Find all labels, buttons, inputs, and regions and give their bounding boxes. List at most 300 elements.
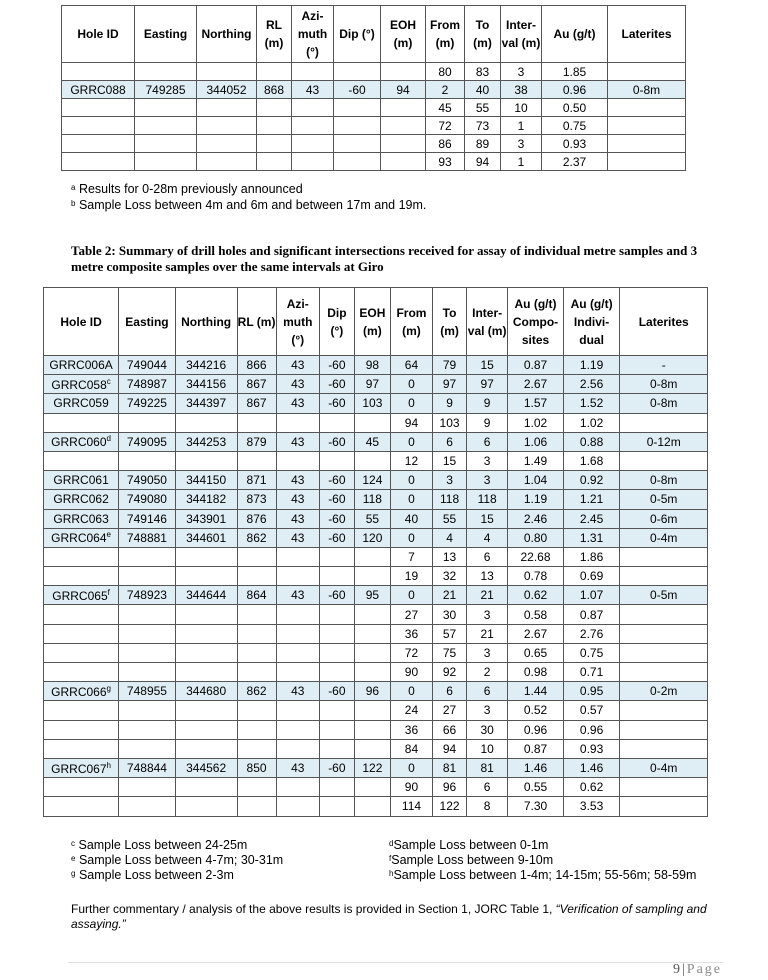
table-cell: 0.55 — [508, 778, 564, 797]
table-cell — [319, 451, 354, 470]
table-cell: 1.04 — [508, 471, 564, 490]
table-cell: 10 — [501, 99, 542, 117]
table-cell — [119, 624, 176, 643]
table-cell: 64 — [390, 356, 432, 375]
table-cell — [257, 135, 292, 153]
table-cell — [334, 99, 381, 117]
table-cell: 344216 — [175, 356, 237, 375]
table-cell: 118 — [354, 490, 390, 509]
table-cell: 43 — [276, 528, 319, 547]
table-cell: 1.07 — [563, 586, 620, 605]
table-cell — [334, 153, 381, 171]
table-cell: 43 — [276, 375, 319, 394]
table-cell — [292, 63, 334, 81]
table-cell — [197, 153, 257, 171]
table-cell: 344150 — [175, 471, 237, 490]
table-cell: 0 — [390, 432, 432, 451]
table-cell — [135, 63, 197, 81]
table-cell — [237, 624, 276, 643]
footnote-marker: f — [107, 587, 110, 597]
table-cell — [175, 643, 237, 662]
table-cell — [319, 778, 354, 797]
table-cell: -60 — [319, 356, 354, 375]
table2-note-e: $^e$ Sample Loss between 4-7m; 30-31m — [71, 853, 284, 867]
hole-id-cell — [44, 547, 119, 566]
table1 — [61, 5, 686, 171]
table-cell: 43 — [276, 394, 319, 413]
table-cell: 93 — [426, 153, 465, 171]
table-cell: 0-6m — [620, 509, 708, 528]
table-cell: 0.69 — [563, 567, 620, 586]
table-cell: 344052 — [197, 81, 257, 99]
table-cell — [620, 701, 708, 720]
table-cell — [62, 99, 135, 117]
table-cell: 45 — [354, 432, 390, 451]
table-cell: 3 — [467, 605, 508, 624]
table-cell: 1.31 — [563, 528, 620, 547]
table-cell: 8 — [467, 797, 508, 816]
table-cell: 10 — [467, 739, 508, 758]
table-cell: 15 — [433, 451, 467, 470]
hole-id-cell — [44, 413, 119, 432]
table-cell: 344601 — [175, 528, 237, 547]
table-cell: 21 — [467, 586, 508, 605]
table-cell — [237, 739, 276, 758]
table-cell: 0.75 — [563, 643, 620, 662]
table-cell — [319, 701, 354, 720]
table2-note-c: $^c$ Sample Loss between 24-25m — [71, 838, 248, 852]
table-cell — [319, 643, 354, 662]
table-cell — [62, 63, 135, 81]
table-cell: 4 — [433, 528, 467, 547]
table-cell: 0.96 — [542, 81, 608, 99]
t1-h-au: Au (g/t) — [542, 6, 608, 63]
table-cell — [119, 663, 176, 682]
t2-h-interval: Inter-val (m) — [467, 288, 508, 356]
hole-id: GRRC060 — [51, 435, 107, 450]
table-cell: 1.19 — [508, 490, 564, 509]
table-cell — [276, 643, 319, 662]
table-cell — [237, 701, 276, 720]
t2-h-from: From (m) — [390, 288, 432, 356]
t1-h-to: To (m) — [465, 6, 501, 63]
table-cell: -60 — [319, 394, 354, 413]
table-cell: 38 — [501, 81, 542, 99]
table-cell — [276, 547, 319, 566]
table-cell — [354, 720, 390, 739]
table-cell: 0 — [390, 528, 432, 547]
hole-id: GRRC067 — [51, 761, 107, 776]
table-cell — [175, 605, 237, 624]
hole-id-cell — [44, 567, 119, 586]
table-cell — [620, 739, 708, 758]
table-row — [44, 394, 708, 413]
table-cell: 3 — [501, 63, 542, 81]
table-cell: 344644 — [175, 586, 237, 605]
table2-caption: Table 2: Summary of drill holes and significant intersections received for assay of individual metre samples and 3 metre composite samples over the same intervals at Giro — [71, 243, 698, 274]
table-cell: 0-8m — [608, 81, 686, 99]
table-cell — [276, 739, 319, 758]
table-cell: 6 — [467, 547, 508, 566]
table-row — [62, 117, 686, 135]
table-cell — [276, 567, 319, 586]
table-cell: 96 — [433, 778, 467, 797]
table-cell — [608, 99, 686, 117]
table-cell — [175, 778, 237, 797]
table-cell — [237, 663, 276, 682]
table-cell: 0.62 — [563, 778, 620, 797]
table-cell: 66 — [433, 720, 467, 739]
footnote-marker: h — [106, 760, 111, 770]
table-cell: 79 — [433, 356, 467, 375]
table-cell: 0 — [390, 490, 432, 509]
table1-header-row — [62, 6, 686, 63]
t1-h-dip: Dip (°) — [334, 6, 381, 63]
table-cell: 72 — [390, 643, 432, 662]
table2-note-h: $^h$Sample Loss between 1-4m; 14-15m; 55-56m; 58-59m — [389, 868, 697, 882]
table-cell: 7 — [390, 547, 432, 566]
table-cell: 0.50 — [542, 99, 608, 117]
table-cell: 0.80 — [508, 528, 564, 547]
table-cell: 32 — [433, 567, 467, 586]
table-cell — [354, 624, 390, 643]
table-cell — [276, 778, 319, 797]
table-row — [44, 778, 708, 797]
footnote-marker: e — [106, 530, 111, 540]
t1-h-rl: RL (m) — [257, 6, 292, 63]
table-cell — [62, 135, 135, 153]
hole-id-cell — [44, 586, 119, 605]
hole-id-cell — [44, 451, 119, 470]
table-cell: 1 — [501, 153, 542, 171]
table-cell: 97 — [354, 375, 390, 394]
table-cell — [135, 135, 197, 153]
table2-note-g: $^g$ Sample Loss between 2-3m — [71, 868, 234, 882]
table-cell: 3.53 — [563, 797, 620, 816]
table-cell: 1.44 — [508, 682, 564, 701]
table-cell — [175, 701, 237, 720]
table-cell: 0 — [390, 471, 432, 490]
table-cell — [381, 117, 426, 135]
table-cell: 2.76 — [563, 624, 620, 643]
table-cell: 344182 — [175, 490, 237, 509]
hole-id-cell — [44, 701, 119, 720]
table-row — [44, 528, 708, 547]
t2-h-to: To (m) — [433, 288, 467, 356]
table-cell — [175, 739, 237, 758]
table-cell — [354, 778, 390, 797]
table-row — [44, 663, 708, 682]
table-cell: 0 — [390, 375, 432, 394]
table-cell — [319, 720, 354, 739]
table-cell: 9 — [467, 413, 508, 432]
table-cell: 344680 — [175, 682, 237, 701]
further-commentary: Further commentary / analysis of the above results is provided in Section 1, JORC Table 1, “Verification of sampling and assaying.” — [71, 902, 707, 931]
table-cell: 6 — [467, 682, 508, 701]
table-cell: 749050 — [119, 471, 176, 490]
table-cell: 120 — [354, 528, 390, 547]
table-cell: -60 — [319, 471, 354, 490]
table-cell: 0-4m — [620, 528, 708, 547]
table2-header-row — [44, 288, 708, 356]
table-cell: 868 — [257, 81, 292, 99]
table-cell: -60 — [319, 682, 354, 701]
t1-h-interval: Inter-val (m) — [501, 6, 542, 63]
table-cell: 867 — [237, 375, 276, 394]
table-cell: 103 — [354, 394, 390, 413]
table-cell: 866 — [237, 356, 276, 375]
table-cell: -60 — [319, 586, 354, 605]
hole-id: GRRC061 — [53, 473, 109, 488]
table-cell — [620, 797, 708, 816]
table-cell: 94 — [381, 81, 426, 99]
hole-id-cell — [44, 356, 119, 375]
t1-h-eoh: EOH (m) — [381, 6, 426, 63]
table-cell: 1.68 — [563, 451, 620, 470]
table-cell — [62, 117, 135, 135]
table-row — [62, 63, 686, 81]
hole-id: GRRC059 — [53, 396, 109, 411]
table-cell: 95 — [354, 586, 390, 605]
table-cell: 22.68 — [508, 547, 564, 566]
table-cell: 0-2m — [620, 682, 708, 701]
table-cell — [334, 135, 381, 153]
table-cell: 2.67 — [508, 375, 564, 394]
table-cell: 867 — [237, 394, 276, 413]
t2-h-easting: Easting — [119, 288, 176, 356]
table-cell: 0.88 — [563, 432, 620, 451]
table-row — [44, 720, 708, 739]
table2 — [43, 287, 708, 817]
table-cell: 57 — [433, 624, 467, 643]
table-cell: 0.52 — [508, 701, 564, 720]
table-cell: 43 — [276, 490, 319, 509]
table-cell — [354, 701, 390, 720]
table-cell — [319, 739, 354, 758]
table-cell: 748987 — [119, 375, 176, 394]
table-cell: 36 — [390, 720, 432, 739]
hole-id-cell — [44, 797, 119, 816]
table-cell: 72 — [426, 117, 465, 135]
table-cell: 81 — [467, 758, 508, 777]
table-cell: 0-4m — [620, 758, 708, 777]
table-cell: 1.49 — [508, 451, 564, 470]
table-cell — [119, 413, 176, 432]
table-cell: 2.56 — [563, 375, 620, 394]
table-cell: 0-8m — [620, 375, 708, 394]
table-cell — [319, 547, 354, 566]
t1-h-azimuth: Azi-muth (°) — [292, 6, 334, 63]
table-cell: 876 — [237, 509, 276, 528]
hole-id-cell — [44, 490, 119, 509]
table-cell — [381, 63, 426, 81]
table-cell — [319, 663, 354, 682]
table-cell: 2.37 — [542, 153, 608, 171]
footnote-marker: d — [106, 434, 111, 444]
table-cell: 21 — [433, 586, 467, 605]
table-cell — [354, 643, 390, 662]
table-cell: 0.71 — [563, 663, 620, 682]
table-cell: 94 — [390, 413, 432, 432]
hole-id-cell — [44, 778, 119, 797]
table-cell: 748955 — [119, 682, 176, 701]
table-cell: 43 — [276, 432, 319, 451]
table-cell: 30 — [433, 605, 467, 624]
table-cell: 114 — [390, 797, 432, 816]
table-cell: 43 — [276, 682, 319, 701]
table-cell: 96 — [354, 682, 390, 701]
hole-id-cell — [44, 643, 119, 662]
table-cell — [119, 778, 176, 797]
hole-id: GRRC063 — [53, 511, 109, 526]
table-cell: 43 — [276, 356, 319, 375]
table-cell: 118 — [467, 490, 508, 509]
table-cell — [381, 99, 426, 117]
table-cell: 0.75 — [542, 117, 608, 135]
table-cell: 89 — [465, 135, 501, 153]
table-cell — [237, 643, 276, 662]
table-cell: - — [620, 356, 708, 375]
table-cell: 118 — [433, 490, 467, 509]
table-cell: 748923 — [119, 586, 176, 605]
hole-id: GRRC006A — [49, 358, 113, 373]
table-cell: -60 — [319, 758, 354, 777]
table-cell — [334, 117, 381, 135]
table-cell: 21 — [467, 624, 508, 643]
table-cell — [257, 153, 292, 171]
table-cell: 1.02 — [508, 413, 564, 432]
table-cell: 0 — [390, 682, 432, 701]
table-cell: 55 — [433, 509, 467, 528]
table-cell: 6 — [467, 432, 508, 451]
table-cell — [319, 797, 354, 816]
table-cell: 0.98 — [508, 663, 564, 682]
table-cell: 94 — [433, 739, 467, 758]
hole-id-cell — [44, 739, 119, 758]
table-cell: 0-5m — [620, 586, 708, 605]
table-cell — [319, 605, 354, 624]
table2-note-f: $^f$Sample Loss between 9-10m — [389, 853, 554, 867]
footnote-marker: c — [106, 376, 111, 386]
t1-h-laterites: Laterites — [608, 6, 686, 63]
table-cell — [354, 451, 390, 470]
table-cell: 0-5m — [620, 490, 708, 509]
table-cell: 344562 — [175, 758, 237, 777]
table-cell — [135, 99, 197, 117]
hole-id-cell — [44, 682, 119, 701]
table-row — [44, 797, 708, 816]
table-cell — [175, 663, 237, 682]
table-cell: 0.96 — [563, 720, 620, 739]
table-cell — [119, 605, 176, 624]
table-cell — [608, 117, 686, 135]
table-cell: 43 — [276, 586, 319, 605]
table-cell — [175, 567, 237, 586]
table-cell — [237, 451, 276, 470]
table-cell: 94 — [465, 153, 501, 171]
t1-h-northing: Northing — [197, 6, 257, 63]
table-cell: 4 — [467, 528, 508, 547]
table-cell — [334, 63, 381, 81]
table-cell: 343901 — [175, 509, 237, 528]
table-cell: 27 — [433, 701, 467, 720]
table-cell: 0 — [390, 758, 432, 777]
table-cell — [292, 135, 334, 153]
table-cell — [119, 797, 176, 816]
table-cell: 749044 — [119, 356, 176, 375]
hole-id-cell — [44, 509, 119, 528]
table-cell — [257, 117, 292, 135]
table-cell: 344253 — [175, 432, 237, 451]
table-cell — [276, 797, 319, 816]
table-cell — [276, 413, 319, 432]
table-cell — [354, 739, 390, 758]
table-cell — [608, 153, 686, 171]
table-cell: 873 — [237, 490, 276, 509]
hole-id-cell — [44, 375, 119, 394]
table-cell: 55 — [354, 509, 390, 528]
hole-id: GRRC064 — [51, 531, 107, 546]
table-cell — [237, 567, 276, 586]
table-cell: 0.87 — [563, 605, 620, 624]
table-cell: 0.96 — [508, 720, 564, 739]
table-cell — [354, 605, 390, 624]
table-cell — [175, 624, 237, 643]
table-cell: 13 — [433, 547, 467, 566]
t2-h-azimuth: Azi-muth (°) — [276, 288, 319, 356]
table-cell: 0.87 — [508, 739, 564, 758]
table-cell: 90 — [390, 778, 432, 797]
hole-id-cell — [44, 720, 119, 739]
table-cell: 103 — [433, 413, 467, 432]
table-row — [62, 99, 686, 117]
table-cell — [175, 797, 237, 816]
table-cell: 80 — [426, 63, 465, 81]
hole-id-cell — [44, 605, 119, 624]
table-cell: 0.62 — [508, 586, 564, 605]
footer-divider — [68, 962, 723, 963]
table-row — [44, 413, 708, 432]
table-cell — [119, 720, 176, 739]
page-number: 9 — [672, 962, 680, 977]
table-cell: 3 — [467, 701, 508, 720]
table-cell: 0.58 — [508, 605, 564, 624]
table-cell — [135, 153, 197, 171]
table-cell — [175, 451, 237, 470]
table-cell: 862 — [237, 528, 276, 547]
table-cell — [237, 413, 276, 432]
hole-id-cell — [44, 432, 119, 451]
table-cell: 3 — [467, 471, 508, 490]
table-cell: 40 — [465, 81, 501, 99]
hole-id-cell — [44, 394, 119, 413]
table-cell — [237, 720, 276, 739]
table-cell: 1.02 — [563, 413, 620, 432]
table-cell — [276, 701, 319, 720]
table-cell — [276, 663, 319, 682]
table-cell: 749285 — [135, 81, 197, 99]
table-cell: 0.95 — [563, 682, 620, 701]
table-row — [62, 153, 686, 171]
table-cell: 1.46 — [563, 758, 620, 777]
table-cell: 6 — [433, 432, 467, 451]
table-cell — [197, 99, 257, 117]
hole-id: GRRC065 — [52, 588, 108, 603]
table-cell: 1.52 — [563, 394, 620, 413]
table-cell: 9 — [467, 394, 508, 413]
table-cell: 2.46 — [508, 509, 564, 528]
table-cell: 1.06 — [508, 432, 564, 451]
